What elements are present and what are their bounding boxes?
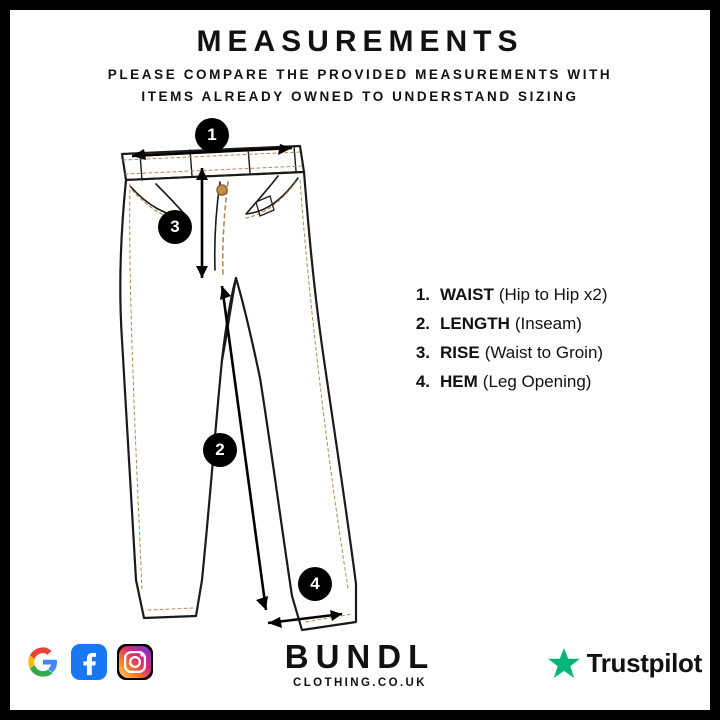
brand-name: BUNDL xyxy=(284,638,436,675)
legend-item-length xyxy=(400,314,700,334)
brand-website: CLOTHING.CO.UK xyxy=(293,677,427,689)
footer xyxy=(10,622,710,702)
jeans-illustration-svg xyxy=(70,110,400,640)
legend-number-3: 3. xyxy=(415,343,430,362)
page-title: MEASUREMENTS xyxy=(196,25,524,58)
info-card xyxy=(10,10,710,710)
trustpilot-badge[interactable] xyxy=(547,646,702,680)
legend-term-length: LENGTH xyxy=(440,314,510,333)
legend-item-hem xyxy=(400,372,700,392)
legend-desc-rise: (Waist to Groin) xyxy=(484,343,604,362)
legend-term-hem: HEM xyxy=(440,372,478,391)
legend-item-rise xyxy=(400,343,700,363)
legend-number-1: 1. xyxy=(415,285,430,304)
legend-desc-length: (Inseam) xyxy=(514,314,582,333)
header xyxy=(10,24,710,108)
header-subtitle-line-2: ITEMS ALREADY OWNED TO UNDERSTAND SIZING xyxy=(141,89,579,104)
legend-desc-waist: (Hip to Hip x2) xyxy=(498,285,608,304)
legend-item-waist xyxy=(400,285,700,305)
legend-term-waist: WAIST xyxy=(440,285,494,304)
legend-number-4: 4. xyxy=(415,372,430,391)
legend-term-rise: RISE xyxy=(440,343,480,362)
measurement-legend xyxy=(400,285,700,401)
header-subtitle-line-1: PLEASE COMPARE THE PROVIDED MEASUREMENTS WITH xyxy=(107,67,613,82)
legend-desc-hem: (Leg Opening) xyxy=(482,372,592,391)
callout-waist: 1 xyxy=(195,118,229,152)
legend-number-2: 2. xyxy=(415,314,430,333)
trustpilot-label: Trustpilot xyxy=(586,647,702,678)
callout-rise: 3 xyxy=(158,210,192,244)
callout-length: 2 xyxy=(203,433,237,467)
trustpilot-star-icon xyxy=(547,646,581,680)
jeans-diagram xyxy=(70,110,400,640)
callout-hem: 4 xyxy=(298,567,332,601)
